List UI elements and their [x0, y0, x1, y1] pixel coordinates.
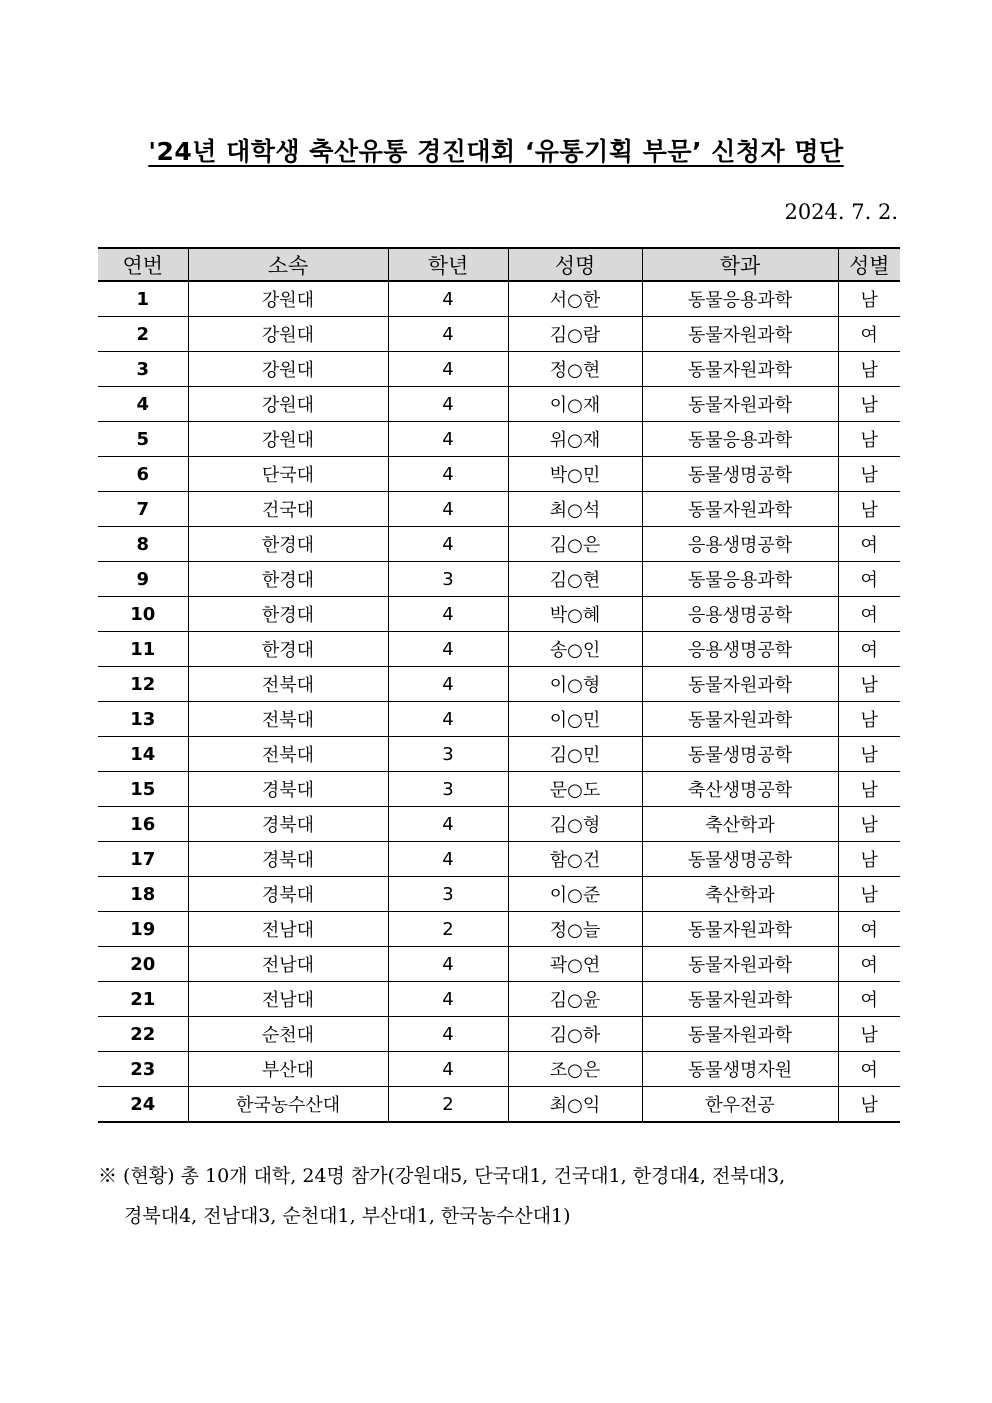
- table-row: [98, 912, 900, 947]
- cell-affiliation: 부산대: [188, 1052, 388, 1087]
- cell-affiliation: 강원대: [188, 387, 388, 422]
- cell-department: 동물응용과학: [642, 422, 838, 457]
- cell-affiliation: 경북대: [188, 877, 388, 912]
- cell-department: 동물자원과학: [642, 317, 838, 352]
- cell-grade: 4: [388, 422, 508, 457]
- cell-gender: 남: [838, 1087, 900, 1123]
- table-row: [98, 772, 900, 807]
- cell-name: 김○민: [508, 737, 642, 772]
- cell-number: 12: [98, 667, 188, 702]
- cell-number: 4: [98, 387, 188, 422]
- cell-gender: 남: [838, 492, 900, 527]
- cell-gender: 남: [838, 1017, 900, 1052]
- cell-affiliation: 순천대: [188, 1017, 388, 1052]
- header-affiliation: 소속: [188, 248, 388, 281]
- cell-number: 17: [98, 842, 188, 877]
- cell-grade: 4: [388, 492, 508, 527]
- cell-name: 송○인: [508, 632, 642, 667]
- cell-grade: 4: [388, 667, 508, 702]
- cell-gender: 남: [838, 807, 900, 842]
- cell-number: 13: [98, 702, 188, 737]
- header-department: 학과: [642, 248, 838, 281]
- table-row: [98, 737, 900, 772]
- cell-gender: 남: [838, 422, 900, 457]
- table-row: [98, 667, 900, 702]
- cell-affiliation: 전북대: [188, 737, 388, 772]
- cell-name: 김○람: [508, 317, 642, 352]
- document-title-text: '24년 대학생 축산유통 경진대회 ‘유통기획 부문’ 신청자 명단: [148, 137, 844, 166]
- table-row: [98, 1087, 900, 1123]
- cell-gender: 여: [838, 947, 900, 982]
- cell-name: 최○익: [508, 1087, 642, 1123]
- cell-number: 19: [98, 912, 188, 947]
- cell-affiliation: 단국대: [188, 457, 388, 492]
- cell-grade: 4: [388, 457, 508, 492]
- cell-department: 동물자원과학: [642, 492, 838, 527]
- cell-affiliation: 전남대: [188, 912, 388, 947]
- cell-number: 1: [98, 281, 188, 317]
- cell-department: 동물자원과학: [642, 667, 838, 702]
- cell-affiliation: 전남대: [188, 982, 388, 1017]
- cell-name: 박○민: [508, 457, 642, 492]
- cell-department: 동물자원과학: [642, 387, 838, 422]
- cell-number: 24: [98, 1087, 188, 1123]
- table-header-row: [98, 248, 900, 281]
- cell-gender: 남: [838, 281, 900, 317]
- cell-number: 21: [98, 982, 188, 1017]
- cell-gender: 남: [838, 352, 900, 387]
- cell-department: 응용생명공학: [642, 632, 838, 667]
- cell-number: 11: [98, 632, 188, 667]
- cell-name: 김○현: [508, 562, 642, 597]
- cell-name: 박○혜: [508, 597, 642, 632]
- summary-note-line-2: 경북대4, 전남대3, 순천대1, 부산대1, 한국농수산대1): [124, 1205, 571, 1227]
- summary-note: [98, 1156, 908, 1236]
- cell-gender: 남: [838, 702, 900, 737]
- cell-department: 동물생명공학: [642, 842, 838, 877]
- cell-department: 동물자원과학: [642, 912, 838, 947]
- cell-name: 함○건: [508, 842, 642, 877]
- cell-grade: 4: [388, 352, 508, 387]
- cell-gender: 여: [838, 1052, 900, 1087]
- cell-gender: 여: [838, 912, 900, 947]
- table-row: [98, 807, 900, 842]
- table-row: [98, 457, 900, 492]
- table-row: [98, 842, 900, 877]
- header-number: 연번: [98, 248, 188, 281]
- cell-affiliation: 경북대: [188, 842, 388, 877]
- cell-department: 축산생명공학: [642, 772, 838, 807]
- table-row: [98, 597, 900, 632]
- cell-grade: 4: [388, 597, 508, 632]
- cell-number: 8: [98, 527, 188, 562]
- cell-gender: 여: [838, 527, 900, 562]
- cell-name: 김○하: [508, 1017, 642, 1052]
- cell-department: 동물생명공학: [642, 457, 838, 492]
- cell-affiliation: 강원대: [188, 352, 388, 387]
- document-title: [0, 132, 992, 168]
- cell-grade: 2: [388, 1087, 508, 1123]
- cell-gender: 남: [838, 737, 900, 772]
- cell-affiliation: 전남대: [188, 947, 388, 982]
- cell-name: 곽○연: [508, 947, 642, 982]
- cell-affiliation: 한경대: [188, 562, 388, 597]
- cell-grade: 4: [388, 947, 508, 982]
- cell-name: 이○민: [508, 702, 642, 737]
- cell-department: 동물자원과학: [642, 702, 838, 737]
- cell-number: 3: [98, 352, 188, 387]
- cell-grade: 4: [388, 281, 508, 317]
- cell-name: 김○윤: [508, 982, 642, 1017]
- cell-grade: 3: [388, 737, 508, 772]
- table-row: [98, 422, 900, 457]
- table-row: [98, 1017, 900, 1052]
- cell-grade: 4: [388, 632, 508, 667]
- cell-grade: 3: [388, 877, 508, 912]
- cell-name: 정○늘: [508, 912, 642, 947]
- table-row: [98, 947, 900, 982]
- cell-affiliation: 한경대: [188, 597, 388, 632]
- cell-grade: 4: [388, 982, 508, 1017]
- cell-grade: 4: [388, 1052, 508, 1087]
- cell-affiliation: 전북대: [188, 667, 388, 702]
- cell-department: 동물생명공학: [642, 737, 838, 772]
- header-gender: 성별: [838, 248, 900, 281]
- cell-gender: 여: [838, 317, 900, 352]
- cell-department: 동물자원과학: [642, 982, 838, 1017]
- table-row: [98, 632, 900, 667]
- table-row: [98, 352, 900, 387]
- cell-department: 응용생명공학: [642, 527, 838, 562]
- cell-grade: 3: [388, 562, 508, 597]
- cell-number: 9: [98, 562, 188, 597]
- cell-number: 5: [98, 422, 188, 457]
- cell-affiliation: 강원대: [188, 317, 388, 352]
- cell-affiliation: 한국농수산대: [188, 1087, 388, 1123]
- cell-gender: 여: [838, 562, 900, 597]
- table-row: [98, 1052, 900, 1087]
- cell-affiliation: 전북대: [188, 702, 388, 737]
- cell-gender: 남: [838, 877, 900, 912]
- cell-department: 동물자원과학: [642, 947, 838, 982]
- cell-gender: 남: [838, 667, 900, 702]
- table-row: [98, 702, 900, 737]
- header-name: 성명: [508, 248, 642, 281]
- cell-grade: 4: [388, 387, 508, 422]
- table-row: [98, 281, 900, 317]
- cell-name: 최○석: [508, 492, 642, 527]
- cell-name: 정○현: [508, 352, 642, 387]
- cell-department: 축산학과: [642, 877, 838, 912]
- cell-name: 문○도: [508, 772, 642, 807]
- cell-affiliation: 건국대: [188, 492, 388, 527]
- cell-grade: 2: [388, 912, 508, 947]
- summary-note-line-1: ※ (현황) 총 10개 대학, 24명 참가(강원대5, 단국대1, 건국대1, 한경대4, 전북대3,: [98, 1165, 786, 1187]
- cell-department: 한우전공: [642, 1087, 838, 1123]
- cell-name: 서○한: [508, 281, 642, 317]
- cell-number: 16: [98, 807, 188, 842]
- cell-gender: 남: [838, 772, 900, 807]
- cell-name: 조○은: [508, 1052, 642, 1087]
- cell-name: 위○재: [508, 422, 642, 457]
- table-row: [98, 317, 900, 352]
- cell-number: 23: [98, 1052, 188, 1087]
- cell-number: 15: [98, 772, 188, 807]
- cell-department: 동물자원과학: [642, 352, 838, 387]
- cell-gender: 여: [838, 597, 900, 632]
- cell-name: 김○은: [508, 527, 642, 562]
- cell-affiliation: 강원대: [188, 281, 388, 317]
- cell-number: 10: [98, 597, 188, 632]
- cell-grade: 4: [388, 1017, 508, 1052]
- table-row: [98, 982, 900, 1017]
- cell-number: 22: [98, 1017, 188, 1052]
- cell-name: 이○재: [508, 387, 642, 422]
- cell-grade: 3: [388, 772, 508, 807]
- cell-name: 이○형: [508, 667, 642, 702]
- cell-affiliation: 경북대: [188, 772, 388, 807]
- cell-grade: 4: [388, 807, 508, 842]
- cell-affiliation: 강원대: [188, 422, 388, 457]
- table-row: [98, 527, 900, 562]
- table-row: [98, 877, 900, 912]
- cell-number: 6: [98, 457, 188, 492]
- cell-department: 축산학과: [642, 807, 838, 842]
- table-row: [98, 387, 900, 422]
- document-date: 2024. 7. 2.: [784, 200, 898, 224]
- cell-grade: 4: [388, 842, 508, 877]
- cell-department: 동물응용과학: [642, 281, 838, 317]
- cell-gender: 남: [838, 842, 900, 877]
- cell-gender: 남: [838, 387, 900, 422]
- cell-number: 7: [98, 492, 188, 527]
- cell-name: 이○준: [508, 877, 642, 912]
- cell-number: 18: [98, 877, 188, 912]
- header-grade: 학년: [388, 248, 508, 281]
- cell-number: 14: [98, 737, 188, 772]
- cell-number: 20: [98, 947, 188, 982]
- table-body: [98, 281, 900, 1122]
- cell-department: 응용생명공학: [642, 597, 838, 632]
- cell-grade: 4: [388, 527, 508, 562]
- cell-grade: 4: [388, 317, 508, 352]
- cell-gender: 여: [838, 632, 900, 667]
- cell-department: 동물자원과학: [642, 1017, 838, 1052]
- cell-department: 동물응용과학: [642, 562, 838, 597]
- table-row: [98, 562, 900, 597]
- cell-number: 2: [98, 317, 188, 352]
- cell-department: 동물생명자원: [642, 1052, 838, 1087]
- table-row: [98, 492, 900, 527]
- cell-name: 김○형: [508, 807, 642, 842]
- cell-grade: 4: [388, 702, 508, 737]
- cell-affiliation: 한경대: [188, 632, 388, 667]
- cell-affiliation: 경북대: [188, 807, 388, 842]
- applicant-table: [98, 247, 900, 1123]
- cell-gender: 남: [838, 457, 900, 492]
- cell-affiliation: 한경대: [188, 527, 388, 562]
- cell-gender: 여: [838, 982, 900, 1017]
